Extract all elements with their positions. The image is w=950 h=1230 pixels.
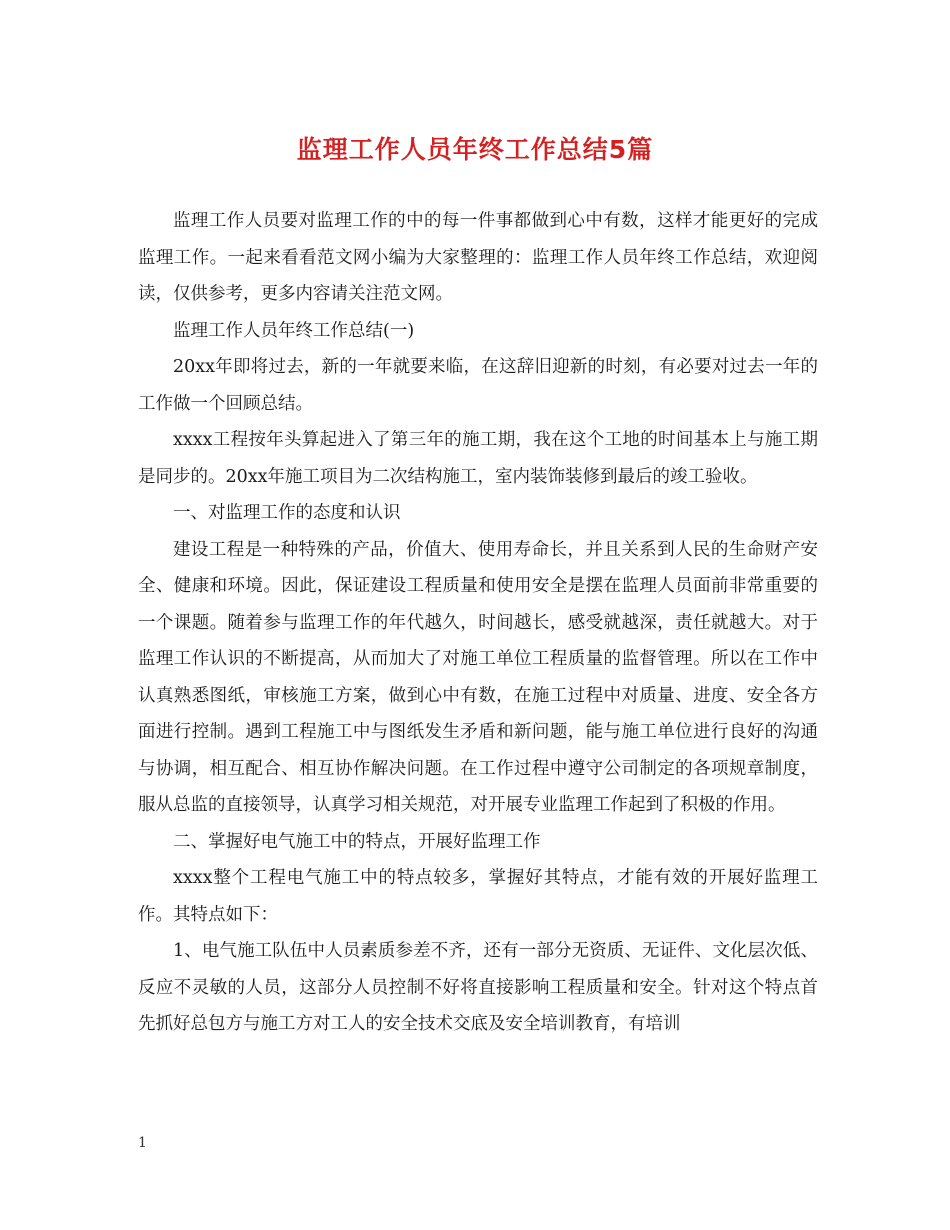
paragraph: 1、电气施工队伍中人员素质参差不齐，还有一部分无资质、无证件、文化层次低、反应不灵敏的人员，这部分人员控制不好将直接影响工程质量和安全。针对这个特点首先抓好总包方与施工方对工人的安全技术交底及安全培训教育，有培训 — [138, 941, 818, 1034]
document-body — [138, 203, 818, 1043]
document-title: 监理工作人员年终工作总结5篇 — [296, 135, 654, 164]
page-number: 1 — [138, 1135, 147, 1151]
section-heading-summary-one: 监理工作人员年终工作总结(一) — [173, 320, 415, 341]
paragraph-intro: 监理工作人员要对监理工作的中的每一件事都做到心中有数，这样才能更好的完成监理工作。一起来看看范文网小编为大家整理的：监理工作人员年终工作总结，欢迎阅读，仅供参考，更多内容请关注范文网。 — [138, 211, 818, 304]
paragraph: 20xx年即将过去，新的一年就要来临，在这辞旧迎新的时刻，有必要对过去一年的工作做一个回顾总结。 — [138, 357, 818, 414]
section-heading-electrical: 二、掌握好电气施工中的特点，开展好监理工作 — [173, 831, 541, 852]
paragraph: 建设工程是一种特殊的产品，价值大、使用寿命长，并且关系到人民的生命财产安全、健康和环境。因此，保证建设工程质量和使用安全是摆在监理人员面前非常重要的一个课题。随着参与监理工作的年代越久，时间越长，感受就越深，责任就越大。对于监理工作认识的不断提高，从而加大了对施工单位工程质量的监督管理。所以在工作中认真熟悉图纸，审核施工方案，做到心中有数，在施工过程中对质量、进度、安全各方面进行控制。遇到工程施工中与图纸发生矛盾和新问题，能与施工单位进行良好的沟通与协调，相互配合、相互协作解决问题。在工作过程中遵守公司制定的各项规章制度，服从总监的直接领导，认真学习相关规范，对开展专业监理工作起到了积极的作用。 — [138, 539, 818, 815]
section-heading-attitude: 一、对监理工作的态度和认识 — [173, 503, 401, 523]
paragraph: xxxx工程按年头算起进入了第三年的施工期，我在这个工地的时间基本上与施工期是同步的。20xx年施工项目为二次结构施工，室内装饰装修到最后的竣工验收。 — [138, 430, 818, 487]
paragraph: xxxx整个工程电气施工中的特点较多，掌握好其特点，才能有效的开展好监理工作。其特点如下： — [138, 868, 818, 925]
